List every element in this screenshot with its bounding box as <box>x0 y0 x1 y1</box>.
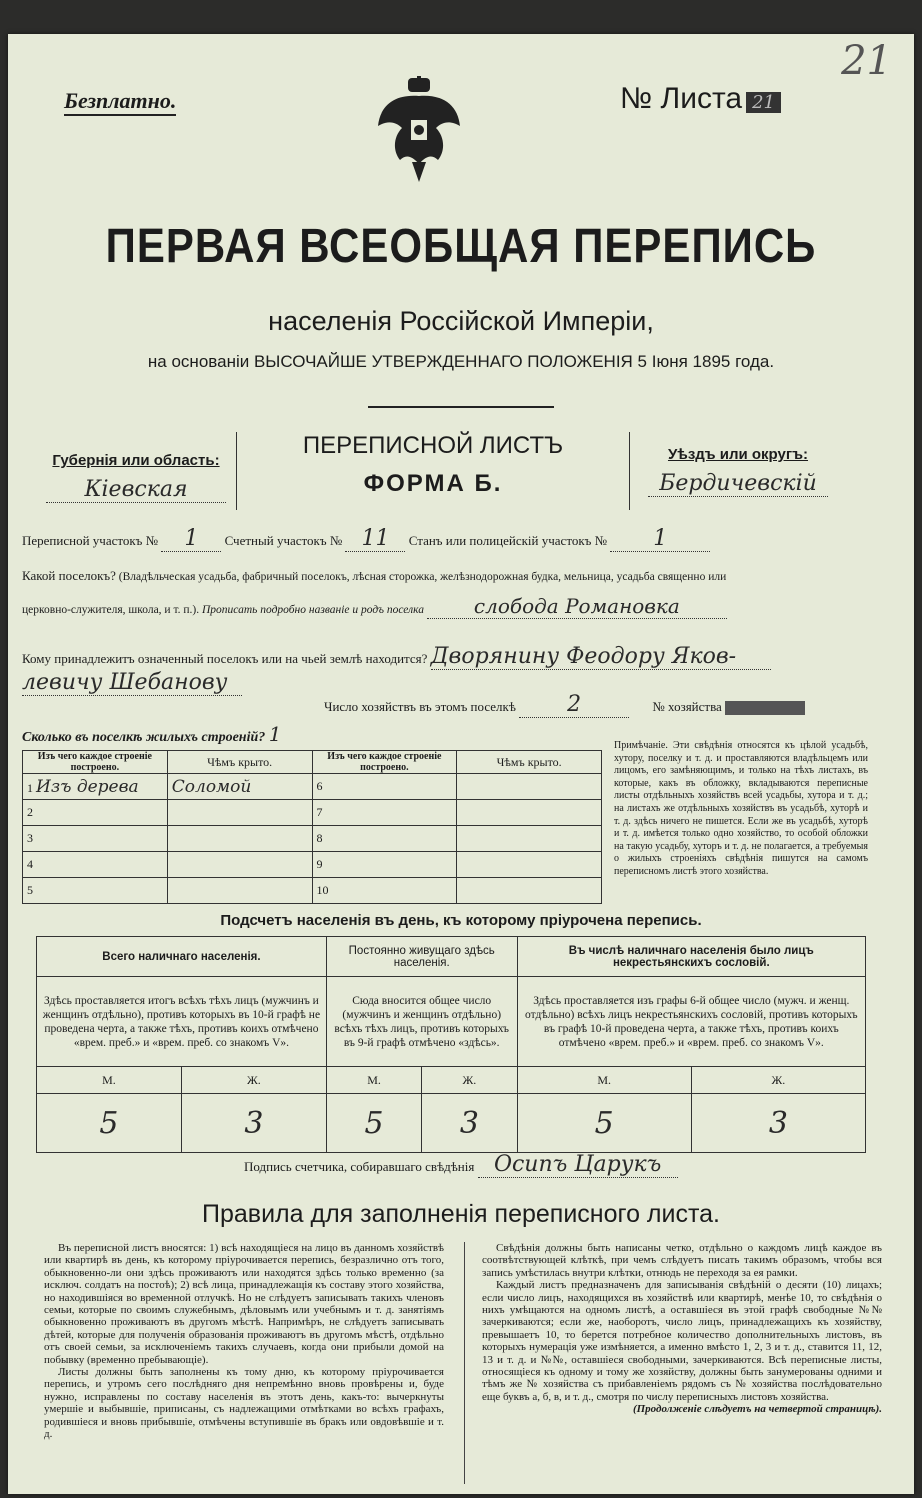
table-row: 2 7 <box>23 800 602 826</box>
count-col-nonpeasant: Въ числѣ наличнаго населенія было лицъ некрестьянскихъ сословій. <box>517 937 865 977</box>
form-title-box <box>236 432 630 510</box>
perepis-uchastok-value: 1 <box>161 526 221 552</box>
table-row: 3 8 <box>23 826 602 852</box>
poselok-hint: (Владѣльческая усадьба, фабричный поселокъ, лѣсная сторожка, желѣзнодорожная будка, мельница, усадьба священно или <box>118 571 727 583</box>
table-row: 1 Изъ дерева Соломой 6 <box>23 774 602 800</box>
rules-continued: (Продолженіе слѣдуетъ на четвертой страницѣ). <box>632 1403 882 1416</box>
population-count-table <box>36 936 866 1153</box>
guberniya-field <box>46 452 226 503</box>
poselok-row-2 <box>22 594 902 619</box>
household-number-label: № хозяйства <box>652 699 722 714</box>
poselok-label: Какой поселокъ? <box>22 568 116 583</box>
document-subtitle: населенія Россійской Имперіи, <box>268 306 654 336</box>
buildings-row <box>22 722 281 746</box>
signature-row <box>244 1152 678 1178</box>
guberniya-label: Губернія или область: <box>52 452 220 469</box>
owner-row <box>22 644 902 670</box>
building-1-material: Изъ дерева <box>36 776 139 797</box>
document-title: ПЕРВАЯ ВСЕОБЩАЯ ПЕРЕПИСЬ <box>105 218 817 273</box>
count-nonpeasant-male: 5 <box>517 1094 691 1153</box>
buildings-value: 1 <box>268 722 282 746</box>
perepis-uchastok-label: Переписной участокъ № <box>22 533 159 548</box>
households-value: 2 <box>519 692 629 718</box>
uezd-label: Уѣздъ или округъ: <box>667 446 809 463</box>
count-f-1: Ж. <box>181 1067 326 1094</box>
guberniya-value: Кіевская <box>46 477 226 503</box>
buildings-note: Примѣчаніе. Эти свѣдѣнія относятся къ цѣлой усадьбѣ, хутору, поселку и т. д. и проставляются владѣльцемъ или лицомъ, его замѣняющимъ, и только на тѣхъ листахъ, въ которые, какъ въ обложку, вкладываются переписные листы отдѣльныхъ хозяйствъ всей усадьбы, хутора и т. д.; на листахъ же отдѣльныхъ хозяйствъ въ усадьбѣ, хуторѣ и т. д. здѣсь ничего не пишется. Если же въ усадьбѣ, хуторѣ и т. д. имѣется только одно хозяйство, то особой обложки на такую усадьбу, хуторъ и т. д. не полагается, а требуемыя о жилыхъ строеніяхъ свѣдѣнія пишутся на самомъ переписномъ листѣ этого хозяйства. <box>614 740 868 877</box>
count-f-2: Ж. <box>422 1067 517 1094</box>
buildings-col-roof-2: Чѣмъ крыто. <box>457 751 602 774</box>
count-desc-nonpeasant: Здѣсь проставляется изъ графы 6-й общее число (мужч. и женщ. отдѣльно) всѣхъ лицъ некрестьянскихъ сословій, противъ которыхъ въ графѣ 10-й проведена черта, а также тѣхъ, противъ коихъ отмѣчено «врем. преб.» и «врем. преб. со знакомъ V». <box>517 977 865 1067</box>
stan-label: Станъ или полицейскій участокъ № <box>408 533 608 548</box>
count-col-permanent: Постоянно живущаго здѣсь населенія. <box>326 937 517 977</box>
table-row: 4 9 <box>23 852 602 878</box>
rules-divider <box>464 1242 465 1484</box>
building-1-roof: Соломой <box>167 774 312 800</box>
owner-label: Кому принадлежитъ означенный поселокъ или на чьей землѣ находится? <box>22 651 428 666</box>
stan-value: 1 <box>610 526 710 552</box>
count-m-2: М. <box>326 1067 421 1094</box>
buildings-table <box>22 750 602 904</box>
count-permanent-female: 3 <box>422 1094 517 1153</box>
form-title: ПЕРЕПИСНОЙ ЛИСТЪ <box>302 432 564 459</box>
title-divider <box>368 406 554 408</box>
rules-right-para-2: Каждый листъ предназначенъ для записыванія свѣдѣній о десяти (10) лицахъ; если число лицъ, находящихся въ хозяйствѣ или квартирѣ, менѣе 10, то свѣдѣнія о нихъ умѣщаются на одномъ листѣ, а оставшіеся въ этой графѣ свободные №№ зачеркиваются; если же, наоборотъ, число лицъ, принадлежащихъ къ хозяйству, превышаетъ 10, то берется потребное количество дополнительныхъ листовъ, въ которыхъ нумерація уже измѣняется, а именно вмѣсто 1, 2, 3 и т. д., ставится 11, 12, 13 и т. д. и №№, оставшіеся свободными, зачеркиваются. Всѣ переписные листы, относящіеся къ одному и тому же хозяйству, должны быть занумерованы одними и тѣмъ же № хозяйства съ прибавленіемъ рядомъ съ № хозяйства послѣдовательно еще буквъ а, б, в, и т. д., смотря по числу переписныхъ листовъ хозяйства. <box>482 1279 882 1403</box>
sheet-number-label: № Листа <box>620 82 743 115</box>
document-basis: на основаніи ВЫСОЧАЙШЕ УТВЕРЖДЕННАГО ПОЛОЖЕНІЯ 5 Іюня 1895 года. <box>147 352 775 371</box>
count-m-3: М. <box>517 1067 691 1094</box>
rules-right-para-1: Свѣдѣнія должны быть написаны четко, отдѣльно о каждомъ лицѣ каждое въ соотвѣтствующей клѣткѣ, при чемъ слѣдуетъ писать такимъ образомъ, чтобы вся запись умѣстилась внутри клѣтки, отнюдь не переходя за ея рамки. <box>482 1242 882 1279</box>
owner-value-1: Дворянину Феодору Яков- <box>431 644 771 670</box>
count-title: Подсчетъ населенія въ день, къ которому пріурочена перепись. <box>220 912 702 929</box>
count-col-total: Всего наличнаго населенія. <box>37 937 327 977</box>
signature-value: Осипъ Царукъ <box>478 1152 678 1178</box>
district-row <box>22 526 892 552</box>
buildings-label: Сколько въ поселкѣ жилыхъ строеній? <box>22 730 266 745</box>
count-m-1: М. <box>37 1067 182 1094</box>
census-sheet <box>8 34 914 1494</box>
household-number-redacted <box>725 701 805 715</box>
sheet-number <box>620 82 781 116</box>
rules-title: Правила для заполненія переписного листа. <box>202 1200 720 1228</box>
schetny-value: 11 <box>345 526 405 552</box>
uezd-field <box>648 446 828 497</box>
form-type: ФОРМА Б. <box>363 470 503 497</box>
poselok-value: слобода Романовка <box>427 594 727 619</box>
count-permanent-male: 5 <box>326 1094 421 1153</box>
free-label: Безплатно. <box>64 88 176 116</box>
sheet-number-value: 21 <box>746 92 781 113</box>
households-label: Число хозяйствъ въ этомъ поселкѣ <box>324 699 516 714</box>
count-f-3: Ж. <box>691 1067 865 1094</box>
owner-value-2: левичу Шебанову <box>22 670 242 696</box>
buildings-col-material-2: Изъ чего каждое строеніе построено. <box>312 751 457 774</box>
households-row <box>324 692 904 718</box>
corner-page-mark: 21 <box>841 38 892 84</box>
count-desc-permanent: Сюда вносится общее число (мужчинъ и женщинъ отдѣльно) всѣхъ тѣхъ лицъ, противъ которыхъ въ 9-й графѣ отмѣчено «здѣсь». <box>326 977 517 1067</box>
buildings-col-roof: Чѣмъ крыто. <box>167 751 312 774</box>
double-headed-eagle-icon <box>374 76 464 186</box>
buildings-col-material: Изъ чего каждое строеніе построено. <box>23 751 168 774</box>
count-desc-total: Здѣсь проставляется итогъ всѣхъ тѣхъ лицъ (мужчинъ и женщинъ отдѣльно), противъ которыхъ въ 10-й графѣ не проведена черта, а также тѣхъ, противъ коихъ отмѣчено «врем. преб.» и «врем. преб. со знакомъ V». <box>37 977 327 1067</box>
schetny-label: Счетный участокъ № <box>224 533 343 548</box>
table-row: 5 10 <box>23 878 602 904</box>
rules-left-para-1: Въ переписной листъ вносятся: 1) всѣ находящіеся на лицо въ данномъ хозяйствѣ или квартирѣ въ день, къ которому пріурочивается перепись, безразлично отъ того, обыкновенно-ли они здѣсь проживаютъ или находятся здѣсь только временно (за исключ. солдатъ на постоѣ); 2) всѣ лица, принадлежащія къ составу этого хозяйства, но находившіяся во временной отлучкѣ. Но не слѣдуетъ записывать такихъ членовъ семьи, которые по своимъ служебнымъ, дѣловымъ или учебнымъ и т. д. занятіямъ обыкновенно проживаютъ въ другомъ мѣстѣ. Напримѣръ, не слѣдуетъ записывать дѣтей, которые для полученія образованія проживаютъ въ другомъ мѣстѣ, отдѣльно отъ своей семьи, за исключеніемъ такихъ случаевъ, когда они прибыли домой на побывку (временно пребывающіе). <box>44 1242 444 1366</box>
rules-left-para-2: Листы должны быть заполнены къ тому дню, къ которому пріурочивается перепись, и утромъ сего послѣдняго дня непремѣнно вновь провѣрены и, буде нужно, исправлены по составу населенія въ этотъ день, какъ-то: вычеркнуты умершіе и выбывшіе, приписаны, съ надлежащими отмѣтками во всѣхъ графахъ, родившіеся и вновь прибывшіе, отмѣчены вступившіе въ бракъ или овдовѣвшіе и т. д. <box>44 1366 444 1441</box>
count-nonpeasant-female: 3 <box>691 1094 865 1153</box>
count-total-female: 3 <box>181 1094 326 1153</box>
owner-row-2 <box>22 670 322 696</box>
uezd-value: Бердичевскій <box>648 471 828 497</box>
count-total-male: 5 <box>37 1094 182 1153</box>
poselok-hint-2: церковно-служителя, школа, и т. п.). <box>22 604 200 616</box>
poselok-instruction: Прописать подробно названіе и родъ поселка <box>201 604 424 616</box>
signature-label: Подпись счетчика, собиравшаго свѣдѣнія <box>244 1159 475 1174</box>
poselok-row <box>22 568 902 584</box>
rules-left-column <box>44 1242 444 1441</box>
rules-right-column <box>482 1242 882 1416</box>
